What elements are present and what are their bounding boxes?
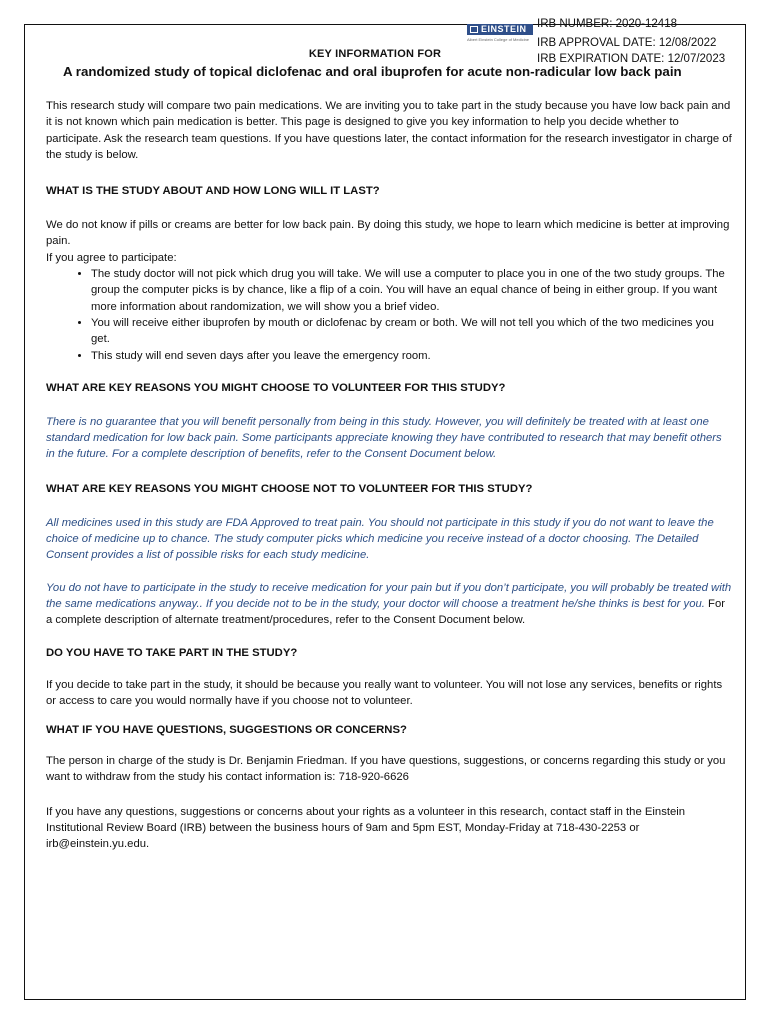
document-body	[46, 98, 732, 853]
section-heading-about: WHAT IS THE STUDY ABOUT AND HOW LONG WILL IT LAST?	[46, 185, 380, 198]
irb-contact-paragraph: If you have any questions, suggestions or concerns about your rights as a volunteer in this research, contact staff in the Einstein Institutional Review Board (IRB) between the business hours of 9am and 5pm EST, Monday-Friday at 718-430-2253 or irb@einstein.yu.edu.	[46, 805, 686, 851]
section-heading-take-part: DO YOU HAVE TO TAKE PART IN THE STUDY?	[46, 646, 298, 659]
logo-wordmark: EINSTEIN	[467, 24, 533, 35]
benefits-paragraph	[46, 414, 732, 463]
list-item: • You will receive either ibuprofen by mouth or diclofenac by cream or both. We will not tell you which of the two medicines you get.	[91, 315, 732, 348]
section-heading-not-volunteer: WHAT ARE KEY REASONS YOU MIGHT CHOOSE NOT TO VOLUNTEER FOR THIS STUDY?	[46, 482, 533, 495]
irb-number: IRB NUMBER: 2020-12418	[537, 18, 677, 30]
investigator-contact-paragraph: The person in charge of the study is Dr. Benjamin Friedman. If you have questions, suggestions, or concerns regarding this study or you want to withdraw from the study his contact information is: 718-920-6626	[46, 755, 726, 784]
alternatives-consent-text: For a complete description of alternate treatment/procedures, refer to the Consent Document below.	[46, 597, 726, 627]
benefit-consent-text: For a complete description of benefits, refer to the Consent Document below.	[108, 448, 497, 461]
agree-paragraph: If you agree to participate:	[46, 251, 177, 264]
participation-list	[46, 266, 732, 364]
intro-paragraph: This research study will compare two pain medications. We are inviting you to take part in the study because you have low back pain and it is not known which pain medication is better. This page is designed to give you key information to help you decide whether to participate. Ask the research team questions. If you have questions later, the contact information for the research investigator in charge of the study is below.	[46, 100, 732, 161]
benefit-guarantee-text: There is no guarantee that you will benefit personally from being in this study.	[46, 415, 432, 428]
benefit-standard-text: However, you will definitely be treated with at least one standard medication for low back pain. Some participants appreciate knowing they have contributed to research that may benefit others in the future.	[46, 415, 722, 461]
alternatives-italic-text: You do not have to participate in the study to receive medication for your pain but if you don’t participate, you will probably be treated with the same medications anyway.. If you decide not to be in the study, your doctor will choose a treatment he/she thinks is best for you.	[46, 581, 732, 610]
alternatives-paragraph	[46, 580, 732, 629]
list-item: • This study will end seven days after you leave the emergency room.	[91, 348, 732, 364]
einstein-logo	[467, 24, 533, 46]
key-information-label: KEY INFORMATION FOR	[308, 48, 442, 60]
section-heading-questions: WHAT IF YOU HAVE QUESTIONS, SUGGESTIONS OR CONCERNS?	[46, 724, 407, 737]
irb-approval-date: IRB APPROVAL DATE: 12/08/2022	[537, 37, 717, 49]
document-title: A randomized study of topical diclofenac and oral ibuprofen for acute non-radicular low back pain	[63, 64, 682, 79]
irb-expiration-date: IRB EXPIRATION DATE: 12/07/2023	[537, 53, 726, 65]
logo-subtext: Albert Einstein College of Medicine	[467, 37, 530, 42]
list-item: • The study doctor will not pick which drug you will take. We will use a computer to place you in one of the two study groups. The group the computer picks is by chance, like a flip of a coin. You will have an equal chance of being in either group. If you want more information about randomization, we will show you a brief video.	[91, 266, 732, 315]
take-part-paragraph: If you decide to take part in the study, it should be because you really want to volunteer. You will not lose any services, benefits or rights or access to care you would normally have if you choose not to volunteer.	[46, 678, 723, 707]
about-paragraph: We do not know if pills or creams are better for low back pain. By doing this study, we hope to learn which medicine is better at improving pain.	[46, 219, 730, 248]
risks-paragraph: All medicines used in this study are FDA Approved to treat pain. You should not participate in this study if you do not want to leave the choice of medicine up to chance. The study computer picks which medicine you receive instead of a doctor choosing. The Detailed Consent provides a list of possible risks for each study medicine.	[46, 516, 714, 562]
section-heading-volunteer: WHAT ARE KEY REASONS YOU MIGHT CHOOSE TO VOLUNTEER FOR THIS STUDY?	[46, 381, 506, 394]
